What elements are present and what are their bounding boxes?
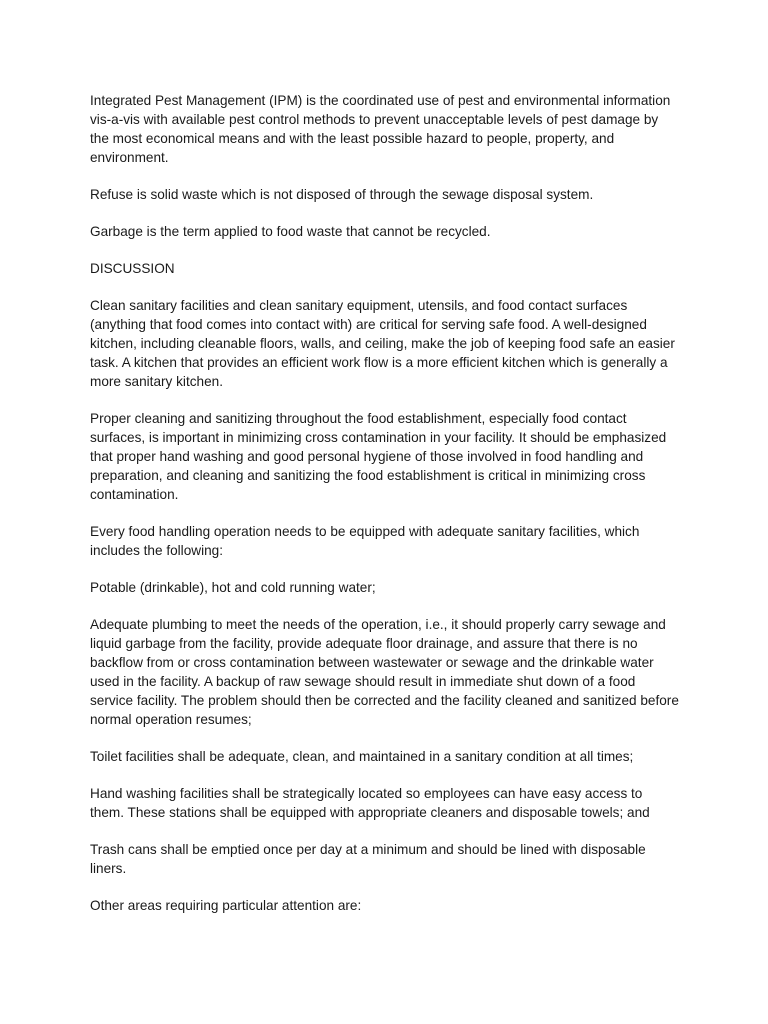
plumbing-item: Adequate plumbing to meet the needs of the operation, i.e., it should properly carry sewage and liquid garbage from the facility, provide adequate floor drainage, and assure that there is no backflow from or cross contamination between wastewater or sewage and the drinkable water used in the facility. A backup of raw sewage should result in immediate shut down of a food service facility. The problem should then be corrected and the facility cleaned and sanitized before normal operation resumes; — [90, 617, 679, 727]
discussion-heading: DISCUSSION — [90, 261, 175, 276]
refuse-definition-paragraph: Refuse is solid waste which is not disposed of through the sewage disposal system. — [90, 187, 594, 202]
hand-washing-item: Hand washing facilities shall be strategically located so employees can have easy access to them. These stations shall be equipped with appropriate cleaners and disposable towels; and — [90, 786, 650, 820]
toilet-facilities-item: Toilet facilities shall be adequate, clean, and maintained in a sanitary condition at all times; — [90, 749, 634, 764]
requirements-intro-paragraph: Every food handling operation needs to be equipped with adequate sanitary facilities, which includes the following: — [90, 524, 640, 558]
sanitary-facilities-paragraph: Clean sanitary facilities and clean sanitary equipment, utensils, and food contact surfaces (anything that food comes into contact with) are critical for serving safe food. A well-designed kitchen, including cleanable floors, walls, and ceiling, make the job of keeping food safe an easier task. A kitchen that provides an efficient work flow is a more efficient kitchen which is generally a more sanitary kitchen. — [90, 298, 675, 389]
document-body — [90, 91, 680, 933]
other-areas-paragraph: Other areas requiring particular attention are: — [90, 898, 362, 913]
garbage-definition-paragraph: Garbage is the term applied to food waste that cannot be recycled. — [90, 224, 491, 239]
trash-cans-item: Trash cans shall be emptied once per day at a minimum and should be lined with disposable liners. — [90, 842, 646, 876]
potable-water-item: Potable (drinkable), hot and cold running water; — [90, 580, 376, 595]
ipm-definition-paragraph: Integrated Pest Management (IPM) is the coordinated use of pest and environmental information vis-a-vis with available pest control methods to prevent unacceptable levels of pest damage by the most economical means and with the least possible hazard to people, property, and environment. — [90, 93, 671, 165]
cleaning-sanitizing-paragraph: Proper cleaning and sanitizing throughout the food establishment, especially food contact surfaces, is important in minimizing cross contamination in your facility. It should be emphasized that proper hand washing and good personal hygiene of those involved in food handling and preparation, and cleaning and sanitizing the food establishment is critical in minimizing cross contamination. — [90, 411, 667, 502]
